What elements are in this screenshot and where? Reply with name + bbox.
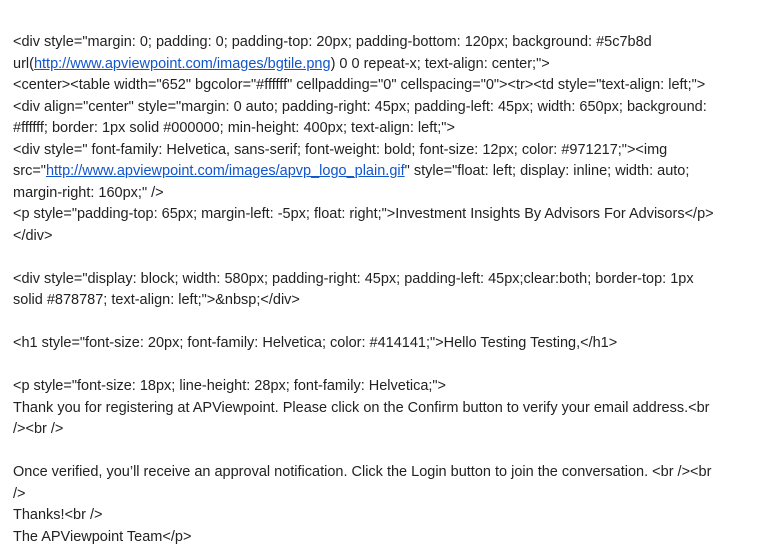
blank-line — [13, 355, 763, 377]
source-line: <p style="font-size: 18px; line-height: 28px; font-family: Helvetica;"> — [13, 378, 447, 394]
source-line: The APViewpoint Team</p> — [13, 528, 192, 545]
blank-line — [13, 312, 763, 334]
logo-image-link[interactable]: http://www.apviewpoint.com/images/apvp_logo_plain.gif — [45, 163, 405, 179]
source-text: ) 0 0 repeat-x; text-align: center;"> — [330, 55, 550, 72]
source-line: <div align="center" style="margin: 0 auto; padding-right: 45px; padding-left: 45px; width: 650px; background: — [13, 98, 707, 115]
bgtile-image-link[interactable]: http://www.apviewpoint.com/images/bgtile.png — [33, 55, 331, 72]
blank-line — [13, 441, 763, 463]
source-line: margin-right: 160px;" /> — [13, 184, 164, 201]
source-line: solid #878787; text-align: left;">&nbsp;</div> — [13, 292, 300, 308]
source-line: <center><table width="652" bgcolor="#ffffff" cellpadding="0" cellspacing="0"><tr><td style="text-align: left;"> — [13, 77, 706, 93]
source-line: Thank you for registering at APViewpoint. Please click on the Confirm button to verify your email address.<br — [13, 399, 710, 416]
source-line: Thanks!<br /> — [13, 507, 103, 523]
email-html-source — [13, 32, 763, 548]
source-line: /> — [13, 485, 26, 502]
source-line — [13, 161, 763, 183]
source-line — [13, 54, 763, 76]
source-text: url( — [13, 55, 34, 72]
source-line: <div style="margin: 0; padding: 0; padding-top: 20px; padding-bottom: 120px; background: #5c7b8d — [13, 34, 652, 50]
source-line: #ffffff; border: 1px solid #000000; min-height: 400px; text-align: left;"> — [13, 120, 455, 136]
source-text: src=" — [13, 163, 46, 179]
source-line: <div style=" font-family: Helvetica, sans-serif; font-weight: bold; font-size: 12px; color: #971217;"><img — [13, 141, 668, 158]
source-text: " style="float: left; display: inline; width: auto; — [404, 163, 690, 179]
blank-line — [13, 247, 763, 269]
source-line: <p style="padding-top: 65px; margin-left: -5px; float: right;">Investment Insights By Advisors For Advisors</p> — [13, 206, 714, 222]
source-line: /><br /> — [13, 421, 64, 437]
source-line: </div> — [13, 227, 53, 244]
source-line: <h1 style="font-size: 20px; font-family: Helvetica; color: #414141;">Hello Testing Testing,</h1> — [13, 335, 618, 351]
source-line: Once verified, you’ll receive an approval notification. Click the Login button to join the conversation. <br /><br — [13, 464, 712, 480]
source-line: <div style="display: block; width: 580px; padding-right: 45px; padding-left: 45px;clear:both; border-top: 1px — [13, 270, 694, 287]
